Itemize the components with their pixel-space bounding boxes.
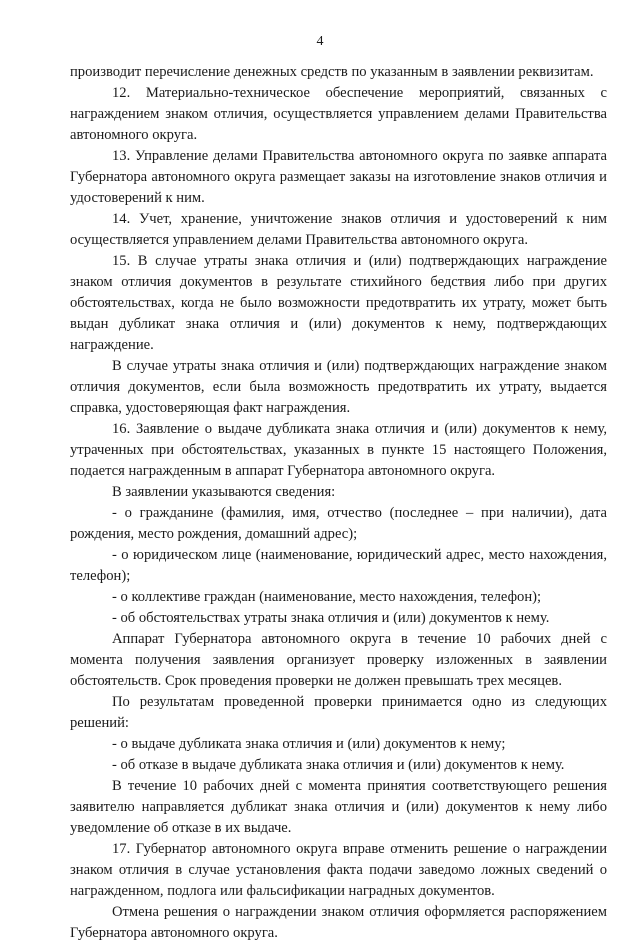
paragraph: В заявлении указываются сведения:	[112, 484, 336, 500]
list-item: - о гражданине (фамилия, имя, отчество (последнее – при наличии), дата рождения, место рождения, домашний адрес);	[70, 505, 607, 542]
page-number: 4	[316, 34, 324, 49]
document-body	[70, 62, 607, 944]
list-item: - об отказе в выдаче дубликата знака отличия и (или) документов к нему.	[112, 757, 565, 773]
paragraph: 12. Материально-техническое обеспечение мероприятий, связанных с награждением знаком отличия, осуществляется управлением делами Правительства автономного округа.	[70, 85, 607, 143]
paragraph: Аппарат Губернатора автономного округа в течение 10 рабочих дней с момента получения заявления организует проверку изложенных в заявлении обстоятельств. Срок проведения проверки не должен превышать трех месяцев.	[70, 631, 607, 689]
paragraph: 13. Управление делами Правительства автономного округа по заявке аппарата Губернатора автономного округа размещает заказы на изготовление знаков отличия и удостоверений к ним.	[70, 148, 607, 206]
paragraph: В случае утраты знака отличия и (или) подтверждающих награждение знаком отличия документов, если была возможность предотвратить их утрату, выдается справка, удостоверяющая факт награждения.	[70, 358, 607, 416]
list-item: - о выдаче дубликата знака отличия и (или) документов к нему;	[112, 736, 506, 752]
paragraph: По результатам проведенной проверки принимается одно из следующих решений:	[70, 694, 607, 731]
paragraph: 15. В случае утраты знака отличия и (или) подтверждающих награждение знаком отличия документов в результате стихийного бедствия либо при других обстоятельствах, когда не было возможности предотвратить их утрату, может быть выдан дубликат знака отличия и (или) документов к нему, подтверждающих награждение.	[70, 253, 607, 353]
paragraph: 17. Губернатор автономного округа вправе отменить решение о награждении знаком отличия в случае установления факта подачи заведомо ложных сведений о награжденном, подлога или фальсификации наградных документов.	[70, 841, 607, 899]
paragraph: Отмена решения о награждении знаком отличия оформляется распоряжением Губернатора автономного округа.	[70, 904, 607, 941]
paragraph: производит перечисление денежных средств по указанным в заявлении реквизитам.	[70, 64, 594, 80]
list-item: - о коллективе граждан (наименование, место нахождения, телефон);	[112, 589, 542, 605]
paragraph: 16. Заявление о выдаче дубликата знака отличия и (или) документов к нему, утраченных при обстоятельствах, указанных в пункте 15 настоящего Положения, подается награжденным в аппарат Губернатора автономного округа.	[70, 421, 607, 479]
list-item: - о юридическом лице (наименование, юридический адрес, место нахождения, телефон);	[70, 547, 607, 584]
paragraph: 14. Учет, хранение, уничтожение знаков отличия и удостоверений к ним осуществляется управлением делами Правительства автономного округа.	[70, 211, 607, 248]
list-item: - об обстоятельствах утраты знака отличия и (или) документов к нему.	[112, 610, 550, 626]
paragraph: В течение 10 рабочих дней с момента принятия соответствующего решения заявителю направляется дубликат знака отличия и (или) документов к нему либо уведомление об отказе в их выдаче.	[70, 778, 607, 836]
